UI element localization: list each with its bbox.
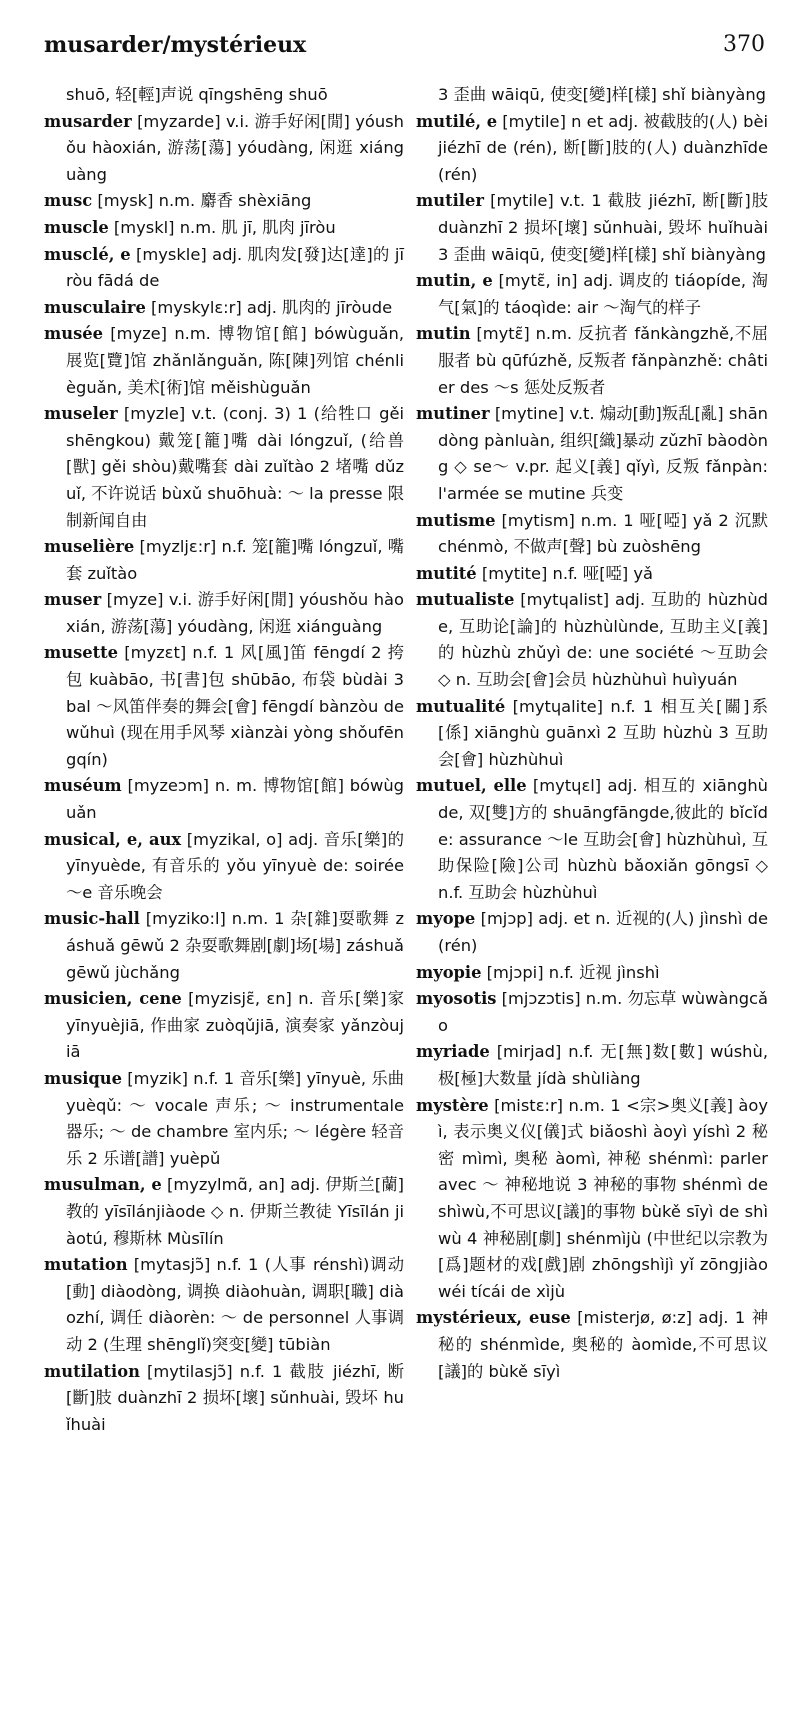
entry-headword: mutisme: [416, 510, 496, 530]
entry-definition: [mirjad] n.f. 无[無]数[數] wúshù, 极[極]大数量 jídà shùliàng: [438, 1042, 768, 1088]
entry-headword: myope: [416, 909, 476, 929]
dictionary-entry: [44, 242, 404, 295]
entry-definition: [myzisjɛ̃, ɛn] n. 音乐[樂]家 yīnyuèjiā, 作曲家 zuòqǔjiā, 演奏家 yǎnzòujiā: [66, 989, 404, 1062]
dictionary-entry: [416, 321, 768, 401]
dictionary-entry: [44, 534, 404, 587]
entry-headword: mutualité: [416, 696, 506, 716]
dictionary-entry: [416, 188, 768, 268]
dictionary-entry: [416, 268, 768, 321]
entry-definition: [myzljɛ:r] n.f. 笼[籠]嘴 lóngzuǐ, 嘴套 zuǐtào: [66, 537, 404, 583]
entry-headword: mutation: [44, 1255, 128, 1275]
entry-headword: mutin: [416, 324, 471, 344]
entry-headword: musette: [44, 643, 118, 663]
dictionary-entry: [44, 321, 404, 401]
entry-headword: mystérieux, euse: [416, 1308, 571, 1328]
dictionary-entry: [44, 827, 404, 907]
dictionary-entry: [416, 401, 768, 507]
entry-definition: shuō, 轻[輕]声说 qīngshēng shuō: [66, 85, 328, 104]
right-column: [416, 82, 768, 1385]
dictionary-entry: [416, 82, 768, 109]
dictionary-entry: [44, 401, 404, 534]
dictionary-entry: [44, 295, 404, 322]
entry-headword: musée: [44, 324, 103, 344]
dictionary-entry: [416, 1305, 768, 1385]
entry-headword: muser: [44, 590, 102, 610]
dictionary-entry: [44, 906, 404, 986]
page-header: [44, 32, 765, 66]
entry-definition: [misterjø, ø:z] adj. 1 神秘的 shénmìde, 奥秘的 àomìde,不可思议[議]的 bùkě sīyì: [438, 1308, 768, 1381]
entry-headword: mutiler: [416, 191, 484, 211]
dictionary-entry: [416, 1039, 768, 1092]
dictionary-entry: [44, 986, 404, 1066]
entry-definition: [mjɔzɔtis] n.m. 勿忘草 wùwàngcǎo: [438, 989, 768, 1035]
entry-headword: musarder: [44, 111, 132, 131]
entry-definition: [mistɛ:r] n.m. 1 <宗>奥义[義] àoyì, 表示奥义仪[儀]式 biǎoshì àoyì yíshì 2 秘密 mìmì, 奥秘 àomì, 神秘 shénmì: parler avec ～ 神秘地说 3 神秘的事物 shénmì de shìwù,不可思议[議]的事物 bùkě sīyì de shìwù 4 神秘剧[劇] shénmìjù (中世纪以宗教为[爲]题材的戏[戲]剧 zhōngshìjì yǐ zōngjiào wéi tícái de xìjù: [438, 1095, 768, 1301]
entry-definition: [mytɛ̃] n.m. 反抗者 fǎnkàngzhě,不屈服者 bù qūfúzhě, 反叛者 fǎnpànzhě: châtier des ～s 惩处反叛者: [438, 324, 768, 397]
entry-headword: musicien, cene: [44, 989, 182, 1009]
entry-headword: mystère: [416, 1095, 489, 1115]
entry-headword: mutilation: [44, 1361, 140, 1381]
dictionary-entry: [44, 1359, 404, 1439]
dictionary-entry: [44, 109, 404, 189]
entry-definition: [myzeɔm] n. m. 博物馆[館] bówùguǎn: [66, 776, 404, 823]
entry-definition: [myzarde] v.i. 游手好闲[閒] yóushǒu hàoxián, 游荡[蕩] yóudàng, 闲逛 xiánguàng: [66, 111, 404, 184]
guide-words: musarder/mystérieux: [44, 32, 307, 58]
dictionary-entry: [44, 640, 404, 773]
entry-definition: [myzɛt] n.f. 1 风[風]笛 fēngdí 2 挎包 kuàbāo, 书[書]包 shūbāo, 布袋 bùdài 3 bal ～风笛伴奏的舞会[會] fēngdí bànzòu de wǔhuì (现在用手风琴 xiànzài yòng shǒufēngqín): [66, 643, 404, 769]
entry-definition: [mytism] n.m. 1 哑[啞] yǎ 2 沉默 chénmò, 不做声[聲] bù zuòshēng: [438, 510, 768, 557]
entry-headword: mutiner: [416, 404, 490, 424]
entry-headword: muscle: [44, 217, 109, 237]
dictionary-entry: [44, 82, 404, 109]
entry-definition: [mytɥɛl] adj. 相互的 xiānghùde, 双[雙]方的 shuāngfāngde,彼此的 bǐcǐde: assurance ～le 互助会[會] hùzhùhuì, 互助保险[險]公司 hùzhù bǎoxiǎn gōngsī ◇ n.f. 互助会 hùzhùhuì: [438, 776, 768, 902]
entry-headword: musculaire: [44, 297, 146, 317]
entry-definition: 3 歪曲 wāiqū, 使变[變]样[樣] shǐ biànyàng: [438, 85, 767, 104]
dictionary-entry: [44, 188, 404, 215]
entry-headword: mutin, e: [416, 271, 493, 291]
dictionary-entry: [416, 694, 768, 774]
entry-definition: [myskle] adj. 肌肉发[發]达[達]的 jīròu fādá de: [66, 244, 404, 291]
entry-definition: [myzylmɑ̃, an] adj. 伊斯兰[蘭]教的 yīsīlánjiàode ◇ n. 伊斯兰教徒 Yīsīlán jiàotú, 穆斯林 Mùsīlín: [66, 1175, 405, 1248]
entry-definition: [mjɔp] adj. et n. 近视的(人) jìnshì de (rén): [438, 909, 768, 955]
entry-headword: myosotis: [416, 989, 497, 1009]
dictionary-entry: [44, 587, 404, 640]
entry-headword: myopie: [416, 962, 482, 982]
entry-definition: [mytɛ̃, in] adj. 调皮的 tiáopíde, 淘气[氣]的 táoqìde: air ～淘气的样子: [438, 271, 768, 317]
entry-headword: musclé, e: [44, 244, 131, 264]
dictionary-entry: [416, 109, 768, 189]
entry-headword: musc: [44, 191, 93, 211]
entry-definition: [mytasjɔ̃] n.f. 1 (人事 rénshì)调动[動] diàodòng, 调换 diàohuàn, 调职[職] diàozhí, 调任 diàorèn: ～ de personnel 人事调动 2 (生理 shēnglǐ)突变[變] tūbiàn: [66, 1255, 404, 1354]
dictionary-entry: [416, 561, 768, 588]
dictionary-entry: [416, 587, 768, 693]
entry-headword: mutuel, elle: [416, 776, 527, 796]
dictionary-entry: [44, 1252, 404, 1358]
entry-definition: [mysk] n.m. 麝香 shèxiāng: [97, 191, 312, 211]
entry-definition: [myzikal, o] adj. 音乐[樂]的 yīnyuède, 有音乐的 yǒu yīnyuè de: soirée ～e 音乐晚会: [66, 829, 404, 902]
dictionary-entry: [44, 1066, 404, 1172]
entry-definition: [myskylɛ:r] adj. 肌肉的 jīròude: [151, 297, 393, 317]
entry-definition: [myskl] n.m. 肌 jī, 肌肉 jīròu: [113, 217, 336, 237]
page-number: 370: [723, 32, 765, 57]
entry-headword: musical, e, aux: [44, 829, 182, 849]
entry-definition: [mytɥalite] n.f. 1 相互关[關]系[係] xiānghù guānxì 2 互助 hùzhù 3 互助会[會] hùzhùhuì: [438, 696, 768, 769]
dictionary-entry: [416, 960, 768, 987]
entry-definition: [myze] n.m. 博物馆[館] bówùguǎn, 展览[覽]馆 zhǎnlǎnguǎn, 陈[陳]列馆 chénlièguǎn, 美术[術]馆 měishùguǎn: [66, 324, 404, 397]
entry-headword: muséum: [44, 776, 122, 796]
dictionary-entry: [416, 906, 768, 959]
dictionary-entry: [44, 773, 404, 826]
dictionary-entry: [416, 986, 768, 1039]
entry-headword: musique: [44, 1068, 122, 1088]
entry-definition: [mytɥalist] adj. 互助的 hùzhùde, 互助论[論]的 hùzhùlùnde, 互助主义[義]的 hùzhù zhǔyì de: une société ～互助会 ◇ n. 互助会[會]会员 hùzhùhuì huìyuán: [438, 590, 768, 690]
entry-headword: mutité: [416, 563, 477, 583]
entry-definition: [myze] v.i. 游手好闲[閒] yóushǒu hàoxián, 游荡[蕩] yóudàng, 闲逛 xiánguàng: [66, 590, 404, 636]
dictionary-entry: [416, 773, 768, 906]
entry-definition: [myzik] n.f. 1 音乐[樂] yīnyuè, 乐曲 yuèqǔ: ～ vocale 声乐; ～ instrumentale 器乐; ～ de chambre 室内乐; ～ légère 轻音乐 2 乐谱[譜] yuèpǔ: [66, 1068, 404, 1168]
entry-definition: [mytine] v.t. 煽动[動]叛乱[亂] shāndòng pànluàn, 组织[織]暴动 zǔzhī bàodòng ◇ se～ v.pr. 起义[義] qǐyì, 反叛 fǎnpàn: l'armée se mutine 兵变: [438, 404, 768, 503]
entry-headword: museler: [44, 404, 118, 424]
entry-headword: mutualiste: [416, 590, 515, 610]
entry-definition: [mytile] v.t. 1 截肢 jiézhī, 断[斷]肢 duànzhī 2 损坏[壞] sǔnhuài, 毁坏 huǐhuài 3 歪曲 wāiqū, 使变[變]样[樣] shǐ biànyàng: [438, 191, 768, 264]
entry-headword: mutilé, e: [416, 111, 498, 131]
entry-definition: [myzle] v.t. (conj. 3) 1 (给牲口 gěi shēngkou) 戴笼[籠]嘴 dài lóngzuǐ, (给兽[獸] gěi shòu)戴嘴套 dài zuǐtào 2 堵嘴 dǔzuǐ, 不许说话 bùxǔ shuōhuà: ～ la presse 限制新闻自由: [66, 404, 404, 530]
entry-definition: [myziko:l] n.m. 1 杂[雜]耍歌舞 záshuǎ gēwǔ 2 杂耍歌舞剧[劇]场[場] záshuǎ gēwǔ jùchǎng: [66, 909, 404, 982]
entry-definition: [mjɔpi] n.f. 近视 jìnshì: [486, 962, 660, 982]
left-column: [44, 82, 404, 1438]
entry-headword: music-hall: [44, 909, 140, 929]
dictionary-entry: [416, 1093, 768, 1306]
entry-definition: [mytile] n et adj. 被截肢的(人) bèi jiézhī de (rén), 断[斷]肢的(人) duànzhīde(rén): [438, 111, 768, 184]
entry-definition: [mytite] n.f. 哑[啞] yǎ: [481, 563, 653, 583]
entry-headword: myriade: [416, 1042, 490, 1062]
entry-headword: musulman, e: [44, 1175, 162, 1195]
entry-headword: muselière: [44, 537, 135, 557]
dictionary-entry: [416, 508, 768, 561]
dictionary-entry: [44, 215, 404, 242]
entry-definition: [mytilasjɔ̃] n.f. 1 截肢 jiézhī, 断[斷]肢 duànzhī 2 损坏[壞] sǔnhuài, 毁坏 huǐhuài: [66, 1361, 404, 1434]
dictionary-entry: [44, 1172, 404, 1252]
